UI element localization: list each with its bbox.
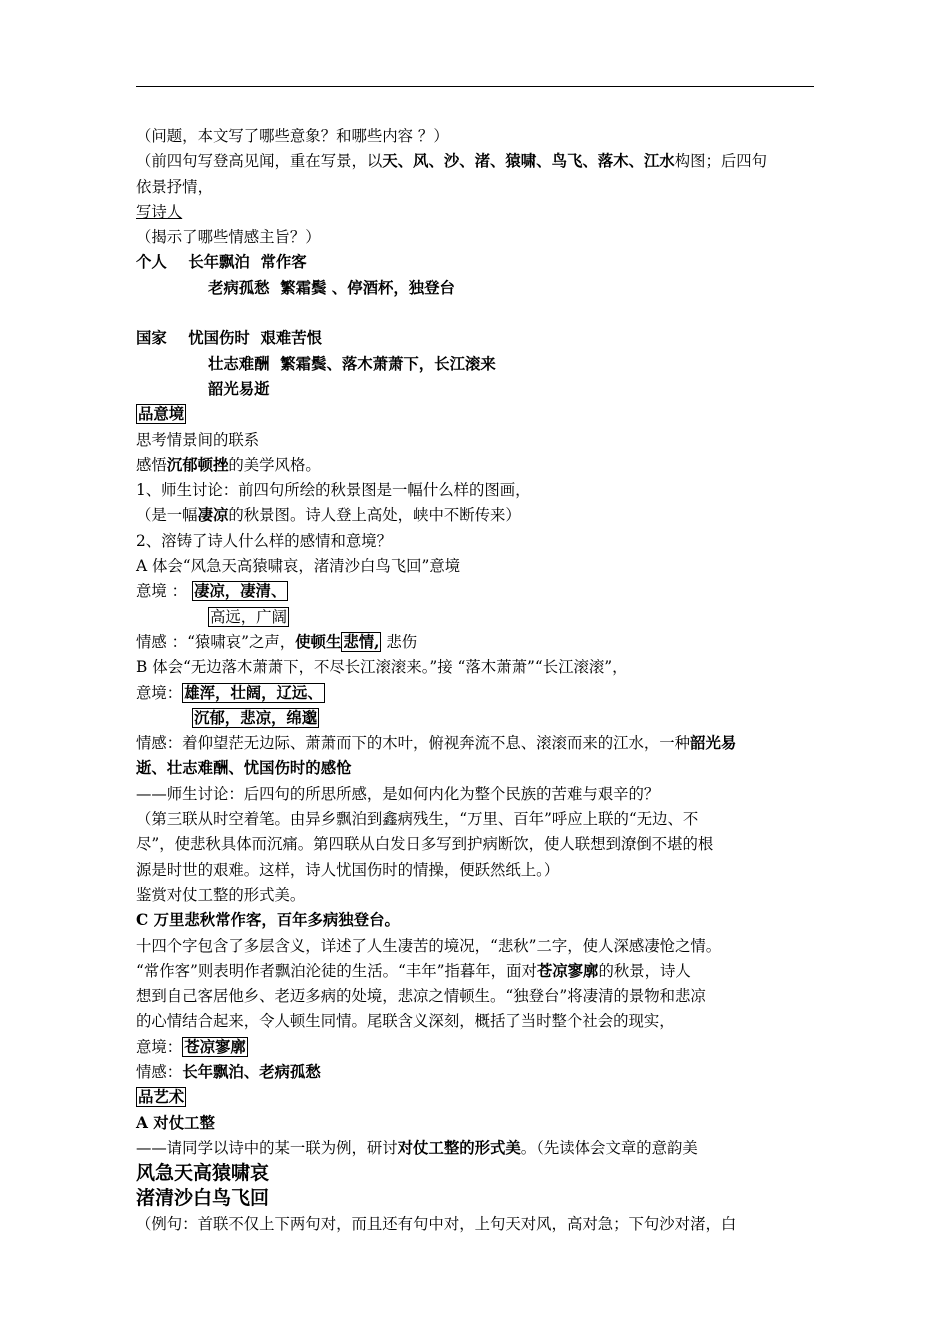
- mood-line: 意境 ： 凄凉，凄清、: [136, 582, 287, 601]
- paragraph-line: 鉴赏对仗工整的形式美。: [136, 885, 306, 904]
- feeling-line: 情感：长年飘泊、老病孤愁: [136, 1062, 321, 1081]
- paragraph-line: 思考情景间的联系: [136, 430, 260, 449]
- paragraph-line: “常作客”则表明作者飘泊沦徒的生活。“丰年”指暮年，面对苍凉寥廓的秋景，诗人: [136, 961, 691, 980]
- header-rule: [136, 86, 814, 87]
- blank-line: [136, 301, 816, 326]
- paragraph-line: 依景抒情，: [136, 177, 213, 196]
- feeling-line: 逝、壮志难酬、忧国伤时的感怆: [136, 759, 352, 778]
- poem-line: 风急天高猿啸哀: [136, 1162, 270, 1185]
- mood-line: 意境： 雄浑，壮阔，辽远、: [136, 683, 323, 702]
- feeling-line: 情感 ：“猿啸哀”之声，使顿生 悲情, 悲伤: [136, 632, 418, 651]
- mood-line: 意境： 苍凉寥廓: [136, 1037, 246, 1056]
- paragraph-line: B 体会“无边落木萧萧下，不尽长江滚滚来。”接 “落木萧萧”“长江滚滚”，: [136, 658, 628, 677]
- paragraph-line: （前四句写登高见闻，重在写景，以天、风、沙、渚、猿啸、鸟飞、落木、江水构图；后四句: [136, 152, 768, 171]
- paragraph-line: 感悟沉郁顿挫的美学风格。: [136, 455, 321, 474]
- paragraph-line: 的心情结合起来，令人顿生同情。尾联含义深刻，概括了当时整个社会的现实，: [136, 1012, 675, 1031]
- mood-line: 高远，广阔: [210, 607, 287, 626]
- feeling-line: 情感：着仰望茫无边际、萧萧而下的木叶，俯视奔流不息、滚滚而来的江水，一种韶光易: [136, 734, 737, 753]
- paragraph-line: 尽”，使悲秋具体而沉痛。第四联从白发日多写到护病断饮，使人联想到潦倒不堪的根: [136, 835, 714, 854]
- paragraph-line: A 体会“风急天高猿啸哀，渚清沙白鸟飞回”意境: [136, 557, 461, 576]
- paragraph-line: 想到自己客居他乡、老迈多病的处境，悲凉之情顿生。“独登台”将凄清的景物和悲凉: [136, 987, 706, 1006]
- paragraph-line: 1、师生讨论：前四句所绘的秋景图是一幅什么样的图画，: [136, 481, 531, 500]
- paragraph-line: 2、溶铸了诗人什么样的感情和意境？: [136, 531, 393, 550]
- paragraph-line: 十四个字包含了多层含义，详述了人生凄苦的境况，“悲秋”二字，使人深感凄怆之情。: [136, 936, 722, 955]
- poem-line: 渚清沙白鸟飞回: [136, 1187, 270, 1210]
- emotion-detail: 老病孤愁 繁霜鬓 、停酒杯，独登台: [208, 278, 455, 297]
- emotion-heading-national: 国家 忧国伤时 艰难苦恨: [136, 329, 323, 348]
- paragraph-line: （例句：首联不仅上下两句对，而且还有句中对，上句天对风，高对急；下句沙对渚，白: [136, 1214, 737, 1233]
- subheading: C 万里悲秋常作客，百年多病独登台。: [136, 911, 400, 930]
- paragraph-line: ——请同学以诗中的某一联为例，研讨对仗工整的形式美。（先读体会文章的意韵美: [136, 1138, 698, 1157]
- section-heading: 品艺术: [138, 1088, 185, 1107]
- paragraph-line: 源是时世的艰难。这样，诗人忧国伤时的情操，便跃然纸上。）: [136, 860, 560, 879]
- section-heading: 品意境: [138, 405, 185, 424]
- paragraph-line: （是一幅凄凉的秋景图。诗人登上高处，峡中不断传来）: [136, 506, 521, 525]
- subheading: A 对仗工整: [136, 1113, 215, 1132]
- question-line: （揭示了哪些情感主旨？）: [136, 228, 321, 247]
- document-body: [136, 124, 816, 1237]
- emotion-detail: 壮志难酬 繁霜鬓、落木萧萧下，长江滚来: [208, 354, 496, 373]
- emotion-detail: 韶光易逝: [208, 379, 270, 398]
- question-line: （问题，本文写了哪些意象？和哪些内容 ？）: [136, 127, 449, 145]
- paragraph-line: ——师生讨论：后四句的所思所感，是如何内化为整个民族的苦难与艰辛的？: [136, 784, 660, 803]
- emotion-heading-personal: 个人 长年飘泊 常作客: [136, 253, 307, 272]
- mood-line: 沉郁，悲凉，绵邈: [194, 708, 318, 727]
- paragraph-line: （第三联从时空着笔。由异乡飘泊到鑫病残生，“万里、百年”呼应上联的“无边、不: [136, 810, 699, 829]
- paragraph-line: 写诗人: [136, 202, 183, 221]
